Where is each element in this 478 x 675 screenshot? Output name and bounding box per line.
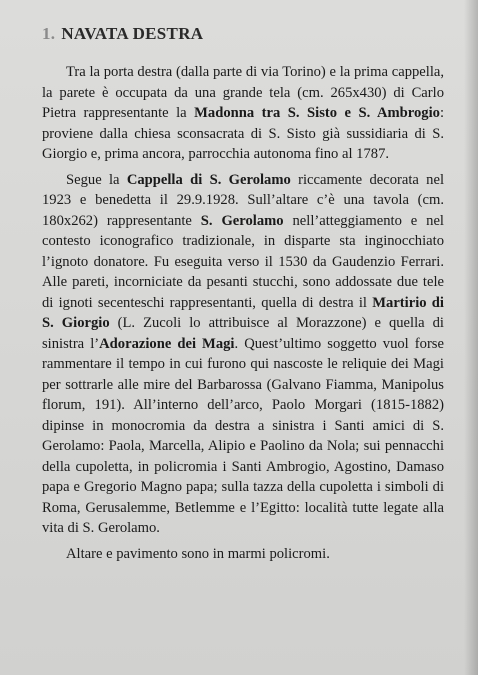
paragraph-text: nell’atteggiamento e nel contesto iconografico tradizionale, in disparte sta inginocchiato l’ignoto donatore. Fu eseguita verso il 1530 da Gaudenzio Ferrari. Alle pareti, incorniciate da pesanti stucchi, sono addossate due tele di ignoti secenteschi rappresentanti, quella di destra il: [42, 212, 444, 311]
paragraph-text: Altare e pavimento sono in marmi policromi.: [66, 545, 330, 562]
paragraph-text: . Quest’ultimo soggetto vuol forse rammentare il tempo in cui furono qui nascoste le reliquie dei Magi per sottrarle alle mire del Barbarossa (Galvano Fiamma, Manipolus florum, 191). All’interno dell’arco, Paolo Morgari (1815-1882) dipinse in monocromia da destra a sinistra i Santi amici di S. Gerolamo: Paola, Marcella, Alipio e Paolino da Nola; sui pennacchi della cupoletta, in policromia i Santi Ambrogio, Agostino, Damaso papa e Gregorio Magno papa; sulla tazza della cupoletta i simboli di Roma, Gerusalemme, Betlemme e l’Egitto: località tutte legate alla vita di S. Gerolamo.: [42, 335, 444, 536]
paragraph-text: Segue la: [66, 171, 127, 188]
document-body: [42, 62, 444, 569]
section-heading: [42, 24, 203, 44]
artwork-title: Madonna tra S. Sisto e S. Ambrogio: [194, 105, 440, 121]
paragraph: [42, 544, 444, 565]
section-number: 1.: [42, 24, 56, 43]
artwork-title: S. Gerolamo: [200, 212, 284, 229]
artwork-title: Martirio di S. Giorgio: [42, 294, 444, 331]
paragraph: [42, 62, 444, 165]
artwork-title: Adorazione dei Magi: [99, 335, 235, 352]
paragraph-text: (L. Zucoli lo attribuisce al Morazzone) e quella di sinistra l’: [42, 315, 444, 352]
paragraph-text: Tra la porta destra (dalla parte di via Torino) e la prima cappella, la parete è occupata da una grande tela (cm. 265x430) di Carlo Pietra rappresentante la: [42, 64, 444, 121]
section-title: NAVATA DESTRA: [61, 24, 204, 43]
paragraph-text: : proviene dalla chiesa sconsacrata di S. Sisto già sussidiaria di S. Giorgio e, prima ancora, parrocchia autonoma fino al 1787.: [42, 105, 444, 162]
paragraph: [42, 170, 444, 539]
chapel-name: Cappella di S. Gerolamo: [126, 171, 291, 188]
paragraph-text: riccamente decorata nel 1923 e benedetta il 29.9.1928. Sull’altare c’è una tavola (cm. 180x262) rappresentante: [42, 171, 445, 229]
